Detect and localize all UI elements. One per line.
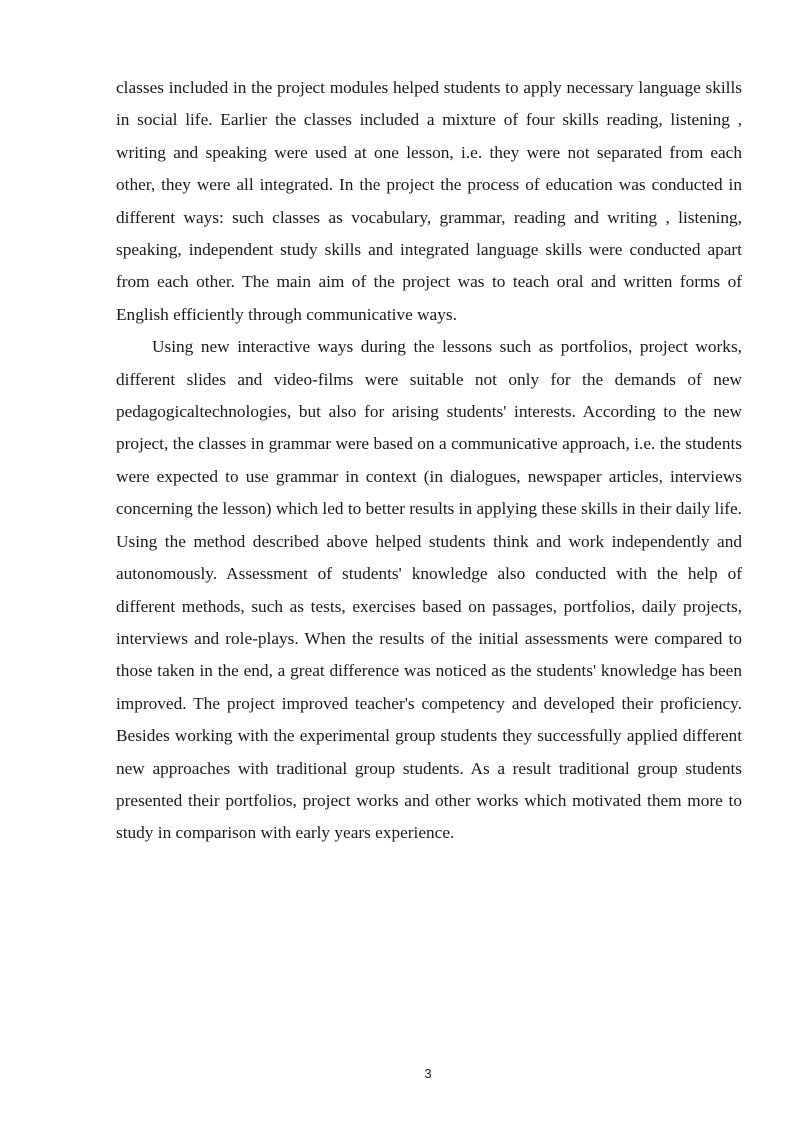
paragraph: Using new interactive ways during the lessons such as portfolios, project works, different slides and video-films were suitable not only for the demands of new pedagogicaltechnologies, but also for arising students' interests. According to the new project, the classes in grammar were based on a communicative approach, i.e. the students were expected to use grammar in context (in dialogues, newspaper articles, interviews concerning the lesson) which led to better results in applying these skills in their daily life. Using the method described above helped students think and work independently and autonomously. Assessment of students' knowledge also conducted with the help of different methods, such as tests, exercises based on passages, portfolios, daily projects, interviews and role-plays. When the results of the initial assessments were compared to those taken in the end, a great difference was noticed as the students' knowledge has been improved. The project improved teacher's competency and developed their proficiency. Besides working with the experimental group students they successfully applied different new approaches with traditional group students. As a result traditional group students presented their portfolios, project works and other works which motivated them more to study in comparison with early years experience. <box>116 337 742 843</box>
page-number: 3 <box>424 1066 432 1081</box>
paragraph-continued: classes included in the project modules helped students to apply necessary language skills in social life. Earlier the classes included a mixture of four skills reading, listening , writing and speaking were used at one lesson, i.e. they were not separated from each other, they were all integrated. In the project the process of education was conducted in different ways: such classes as vocabulary, grammar, reading and writing , listening, speaking, independent study skills and integrated language skills were conducted apart from each other. The main aim of the project was to teach oral and written forms of English efficiently through communicative ways. <box>116 78 742 324</box>
body-text <box>116 72 742 850</box>
